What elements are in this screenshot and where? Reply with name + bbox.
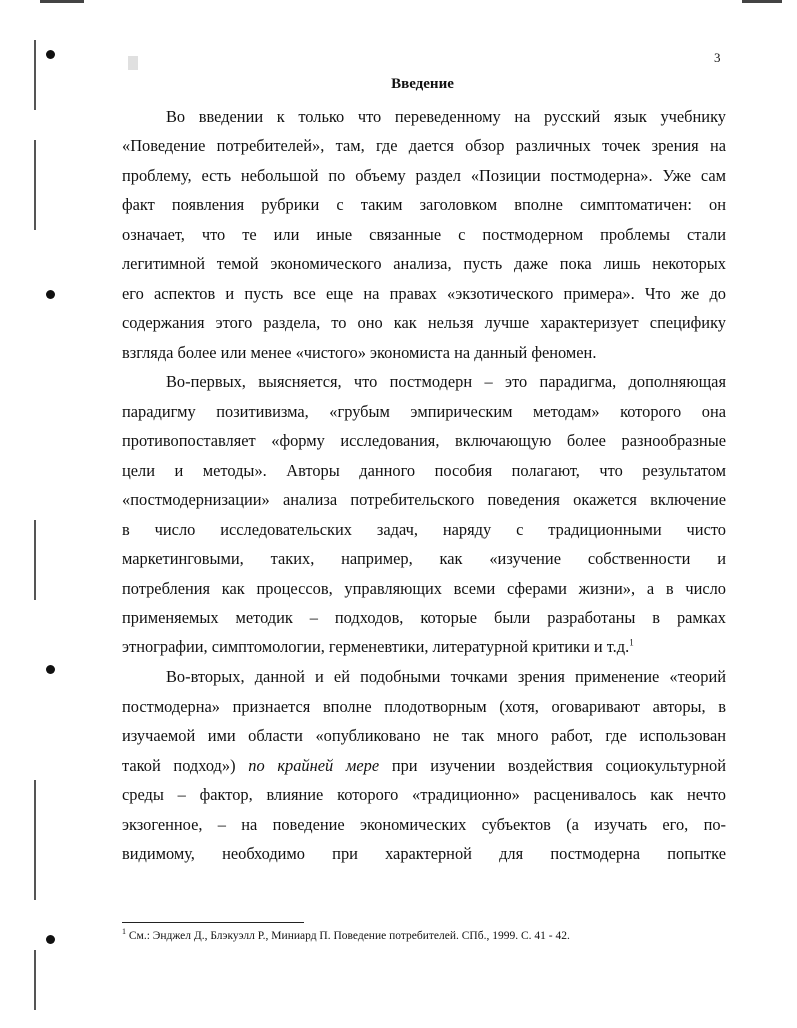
- text-line: Во-первых, выясняется, что постмодерн – это парадигма, дополняющая: [166, 372, 726, 391]
- text-line: парадигму позитивизма, «грубым эмпирическим методам» которого она: [122, 402, 726, 421]
- text-line: взгляда более или менее «чистого» экономиста на данный феномен.: [122, 343, 597, 362]
- text-line: Во-вторых, данной и ей подобными точками зрения применение «теорий: [166, 667, 726, 686]
- punch-hole: [46, 665, 55, 674]
- text-line-mixed: [122, 756, 726, 776]
- text-line: в число исследовательских задач, наряду с традиционными чисто: [122, 520, 726, 539]
- text-line-with-footnote: [122, 637, 726, 657]
- scan-edge: [34, 780, 36, 900]
- footnote-text: См.: Энджел Д., Блэкуэлл Р., Миниард П. Поведение потребителей. СПб., 1999. С. 41 - 42.: [128, 930, 570, 942]
- footnote: [122, 927, 726, 942]
- text-line: среды – фактор, влияние которого «традиционно» расценивалось как нечто: [122, 785, 726, 804]
- scan-artifact: [40, 0, 84, 3]
- text-line: постмодерна» признается вполне плодотворным (хотя, оговаривают авторы, в: [122, 697, 726, 716]
- text-segment: такой подход»): [122, 756, 236, 775]
- text-line: содержания этого раздела, то оно как нельзя лучше характеризует специфику: [122, 313, 726, 332]
- footnote-separator: [122, 922, 304, 923]
- text-line: противопоставляет «форму исследования, включающую более разнообразные: [122, 431, 726, 450]
- punch-hole: [46, 290, 55, 299]
- text-line: этнографии, симптомологии, герменевтики, литературной критики и т.д.: [122, 637, 630, 656]
- text-line: «Поведение потребителей», там, где дается обзор различных точек зрения на: [122, 136, 726, 155]
- scan-edge: [34, 520, 36, 600]
- scan-edge: [34, 40, 36, 110]
- footnote-marker: 1: [122, 927, 126, 937]
- scan-edge: [34, 950, 36, 1010]
- text-line: цели и методы». Авторы данного пособия полагают, что результатом: [122, 461, 726, 480]
- punch-hole: [46, 50, 55, 59]
- text-line: его аспектов и пусть все еще на правах «экзотического примера». Что же до: [122, 284, 726, 303]
- text-line: Во введении к только что переведенному на русский язык учебнику: [166, 107, 726, 126]
- text-line: «постмодернизации» анализа потребительского поведения окажется включение: [122, 490, 726, 509]
- text-line: маркетинговыми, таких, например, как «изучение собственности и: [122, 549, 726, 568]
- text-line: применяемых методик – подходов, которые были разработаны в рамках: [122, 608, 726, 627]
- scan-artifact: [128, 56, 138, 70]
- punch-hole: [46, 935, 55, 944]
- text-line: факт появления рубрики с таким заголовком вполне симптоматичен: он: [122, 195, 726, 214]
- text-line: видимому, необходимо при характерной для постмодерна попытке: [122, 844, 726, 863]
- text-line: проблему, есть небольшой по объему раздел «Позиции постмодерна». Уже сам: [122, 166, 726, 185]
- scan-edge: [34, 140, 36, 230]
- italic-phrase: по крайней мере: [248, 756, 380, 775]
- page-title: Введение: [391, 76, 454, 92]
- text-line: означает, что те или иные связанные с постмодерном проблемы стали: [122, 225, 726, 244]
- footnote-ref: 1: [629, 637, 634, 648]
- text-line: изучаемой ими области «опубликовано не так много работ, где использован: [122, 726, 726, 745]
- scan-artifact: [742, 0, 782, 3]
- text-segment: при изучении воздействия социокультурной: [391, 756, 726, 775]
- page-number: 3: [714, 50, 721, 65]
- text-line: легитимной темой экономического анализа, пусть даже пока лишь некоторых: [122, 254, 726, 273]
- text-line: экзогенное, – на поведение экономических субъектов (а изучать его, по-: [122, 815, 726, 834]
- text-line: потребления как процессов, управляющих всеми сферами жизни», а в число: [122, 579, 726, 598]
